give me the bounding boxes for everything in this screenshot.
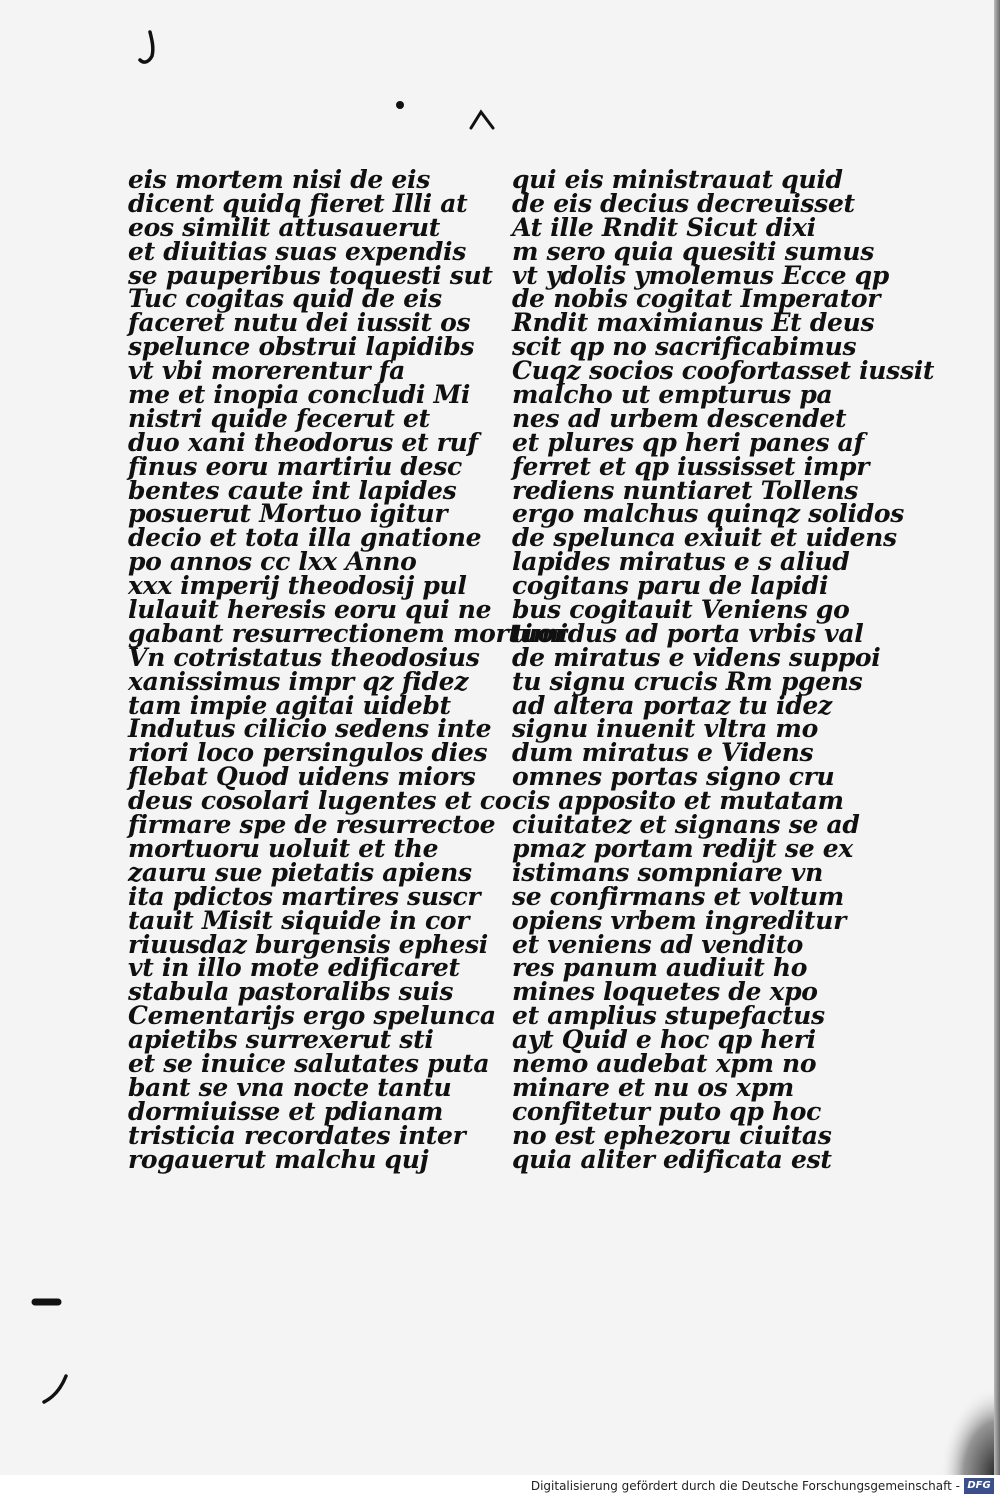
text-line: ayt Quid e hoc qp heri xyxy=(512,1025,816,1055)
folio-caret-mark xyxy=(468,108,498,132)
text-line: At ille Rndit Sicut dixi xyxy=(512,212,816,242)
bottom-left-mark xyxy=(36,1372,76,1412)
text-line: dicent quidq fieret Illi at xyxy=(128,188,468,218)
text-line: signu inuenit vltra mo xyxy=(512,714,818,744)
text-line: m sero quia quesiti sumus xyxy=(512,236,875,266)
text-line: Tuc cogitas quid de eis xyxy=(128,284,442,314)
text-line: ergo malchus quinqz solidos xyxy=(512,499,905,529)
text-line: de spelunca exiuit et uidens xyxy=(512,523,897,553)
text-line: Rndit maximianus Et deus xyxy=(512,308,875,338)
text-line: bus cogitauit Veniens go xyxy=(512,595,850,625)
left-text-column xyxy=(128,165,567,1174)
text-line: riuusdaz burgensis ephesi xyxy=(128,929,488,959)
text-line: mortuoru uoluit et the xyxy=(128,833,439,863)
text-line: tam impie agitai uidebt xyxy=(128,690,451,720)
text-line: se pauperibus toquesti sut xyxy=(128,260,493,290)
text-line: ciuitatez et signans se ad xyxy=(512,810,860,840)
text-line: et diuitias suas expendis xyxy=(128,236,466,266)
text-line: Indutus cilicio sedens inte xyxy=(128,714,492,744)
text-line: et veniens ad vendito xyxy=(512,929,804,959)
text-line: me et inopia concludi Mi xyxy=(128,380,471,410)
top-dot-mark xyxy=(395,100,405,110)
left-margin-dash xyxy=(32,1296,62,1308)
text-line: nistri quide fecerut et xyxy=(128,403,430,433)
text-line: omnes portas signo cru xyxy=(512,762,835,792)
text-line: zauru sue pietatis apiens xyxy=(128,857,472,887)
text-line: no est ephezoru ciuitas xyxy=(512,1120,832,1150)
text-line: ad altera portaz tu idez xyxy=(512,690,832,720)
text-line: xanissimus impr qz fidez xyxy=(128,666,469,696)
text-line: pmaz portam redijt se ex xyxy=(512,833,853,863)
text-line: rogauerut malchu quj xyxy=(128,1144,429,1174)
text-line: flebat Quod uidens miors xyxy=(128,762,476,792)
text-line: eos similit attusauerut xyxy=(128,212,440,242)
text-line: nemo audebat xpm no xyxy=(512,1048,817,1078)
text-line: Cuqz socios coofortasset iussit xyxy=(512,356,935,386)
top-left-mark xyxy=(136,30,166,70)
text-line: bant se vna nocte tantu xyxy=(128,1072,452,1102)
page-edge xyxy=(994,0,1000,1475)
text-line: tu signu crucis Rm pgens xyxy=(512,666,863,696)
text-line: scit qp no sacrificabimus xyxy=(512,332,857,362)
text-line: Cementarijs ergo spelunca xyxy=(128,1001,496,1031)
text-line: de miratus e videns suppoi xyxy=(512,642,881,672)
text-line: nes ad urbem descendet xyxy=(512,403,847,433)
text-line: bentes caute int lapides xyxy=(128,475,457,505)
text-line: qui eis ministrauat quid xyxy=(512,165,843,194)
text-line: duo xani theodorus et ruf xyxy=(128,427,478,457)
text-line: gabant resurrectionem mortuor xyxy=(128,618,567,648)
text-line: dum miratus e Videns xyxy=(512,738,814,768)
text-line: confitetur puto qp hoc xyxy=(512,1096,822,1126)
text-line: cogitans paru de lapidi xyxy=(512,571,829,601)
funding-credit: Digitalisierung gefördert durch die Deutsche Forschungsgemeinschaft - xyxy=(530,1479,960,1493)
text-line: spelunce obstrui lapidibs xyxy=(128,332,475,362)
text-line: quia aliter edificata est xyxy=(512,1144,832,1174)
text-line: tauit Misit siquide in cor xyxy=(128,905,470,935)
text-line: istimans sompniare vn xyxy=(512,857,823,887)
text-line: res panum audiuit ho xyxy=(512,953,808,983)
text-line: vt vbi morerentur fa xyxy=(128,356,405,386)
text-line: stabula pastoralibs suis xyxy=(128,977,454,1007)
text-line: tristicia recordates inter xyxy=(128,1120,466,1150)
text-line: apietibs surrexerut sti xyxy=(128,1025,434,1055)
text-line: timidus ad porta vrbis val xyxy=(512,618,864,648)
text-line: finus eoru martiriu desc xyxy=(128,451,462,481)
text-line: vt in illo mote edificaret xyxy=(128,953,460,983)
text-line: ita pdictos martires suscr xyxy=(128,881,481,911)
text-line: xxx imperij theodosij pul xyxy=(128,571,467,601)
text-line: rediens nuntiaret Tollens xyxy=(512,475,859,505)
text-line: firmare spe de resurrectoe xyxy=(128,810,496,840)
text-line: opiens vrbem ingreditur xyxy=(512,905,846,935)
text-line: de eis decius decreuisset xyxy=(512,188,855,218)
text-line: vt ydolis ymolemus Ecce qp xyxy=(512,260,889,290)
text-line: ferret et qp iussisset impr xyxy=(512,451,870,481)
text-line: eis mortem nisi de eis xyxy=(128,165,431,194)
text-line: et amplius stupefactus xyxy=(512,1001,825,1031)
text-line: faceret nutu dei iussit os xyxy=(128,308,471,338)
text-line: et plures qp heri panes af xyxy=(512,427,864,457)
text-line: decio et tota illa gnatione xyxy=(128,523,482,553)
text-line: cis apposito et mutatam xyxy=(512,786,844,816)
text-line: lapides miratus e s aliud xyxy=(512,547,850,577)
binding-shadow xyxy=(940,1385,1000,1475)
footer-bar xyxy=(0,1475,1000,1498)
dfg-logo: DFG xyxy=(964,1478,994,1494)
text-line: posuerut Mortuo igitur xyxy=(128,499,448,529)
text-line: mines loquetes de xpo xyxy=(512,977,818,1007)
text-line: po annos cc lxx Anno xyxy=(128,547,417,577)
text-line: de nobis cogitat Imperator xyxy=(512,284,881,314)
text-line: se confirmans et voltum xyxy=(512,881,844,911)
text-line: minare et nu os xpm xyxy=(512,1072,794,1102)
text-line: malcho ut empturus pa xyxy=(512,380,833,410)
text-line: deus cosolari lugentes et co xyxy=(128,786,512,816)
text-line: dormiuisse et pdianam xyxy=(128,1096,444,1126)
text-line: lulauit heresis eoru qui ne xyxy=(128,595,492,625)
text-line: Vn cotristatus theodosius xyxy=(128,642,480,672)
text-line: et se inuice salutates puta xyxy=(128,1048,490,1078)
text-line: riori loco persingulos dies xyxy=(128,738,488,768)
right-text-column xyxy=(512,165,935,1174)
